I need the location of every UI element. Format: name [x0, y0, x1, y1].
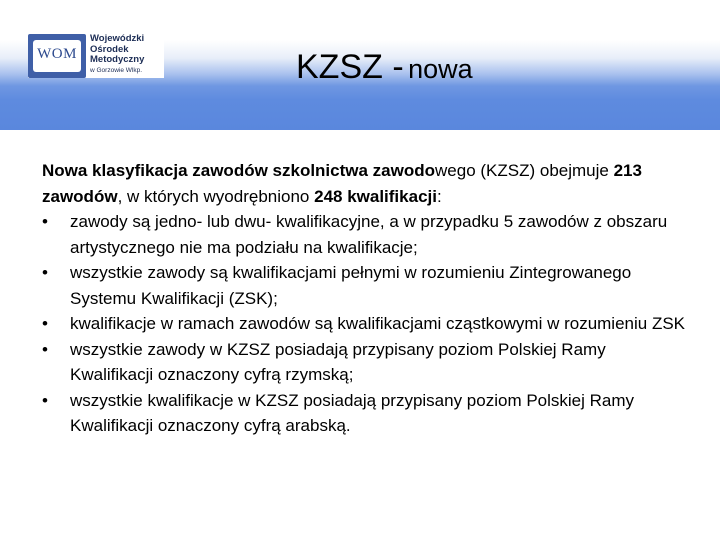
intro-bold-3: 248 kwalifikacji: [314, 186, 437, 206]
bullet-mark: •: [42, 212, 48, 231]
logo-line-2: Ośrodek: [90, 43, 129, 55]
logo-mark: [28, 34, 86, 78]
title-sub: nowa: [408, 54, 473, 84]
logo-abbreviation: WOM: [37, 46, 77, 62]
bullet-text: wszystkie zawody są kwalifikacjami pełnymi w rozumieniu Zintegrowanego Systemu Kwalifikacji (ZSK);: [70, 263, 632, 308]
intro-text-1: wego (KZSZ) obejmuje: [435, 161, 614, 180]
bullet-list: [42, 209, 692, 439]
logo-line-4: w Gorzowie Wlkp.: [90, 66, 143, 74]
intro-paragraph: [42, 158, 692, 209]
bullet-mark: •: [42, 339, 48, 359]
bullet-mark: •: [42, 263, 48, 282]
bullet-text: wszystkie kwalifikacje w KZSZ posiadają przypisany poziom Polskiej Ramy Kwalifikacji oznaczony cyfrą arabską.: [70, 390, 635, 435]
slide-title: [296, 48, 473, 87]
intro-text-3: :: [436, 186, 442, 206]
intro-bold-2: 213 zawodów: [42, 161, 642, 206]
header-band: [0, 0, 720, 130]
slide-content: [42, 158, 692, 439]
bullet-item: [42, 260, 692, 311]
bullet-item: [42, 337, 692, 388]
bullet-text: kwalifikacje w ramach zawodów są kwalifikacjami cząstkowymi w rozumieniu ZSK: [70, 314, 686, 333]
logo-line-3: Metodyczny: [90, 54, 145, 65]
bullet-text: zawody są jedno- lub dwu- kwalifikacyjne, a w przypadku 5 zawodów z obszaru artystycznego nie ma podziału na kwalifikacje;: [70, 212, 668, 257]
bullet-item: [42, 311, 692, 337]
wom-logo: [28, 34, 164, 78]
logo-mark-inner: [33, 40, 81, 72]
intro-bold-1: Nowa klasyfikacja zawodów szkolnictwa zawodo: [42, 161, 436, 180]
bullet-mark: •: [42, 314, 48, 333]
logo-line-1: Wojewódzki: [90, 33, 145, 44]
bullet-item: [42, 209, 692, 260]
intro-text-2: , w których wyodrębniono: [117, 186, 315, 206]
bullet-mark: •: [42, 390, 48, 410]
logo-text: [90, 34, 170, 75]
bullet-item: [42, 388, 692, 439]
bullet-text: wszystkie zawody w KZSZ posiadają przypisany poziom Polskiej Ramy Kwalifikacji oznaczony cyfrą rzymską;: [70, 339, 606, 384]
title-main: KZSZ -: [296, 48, 404, 86]
